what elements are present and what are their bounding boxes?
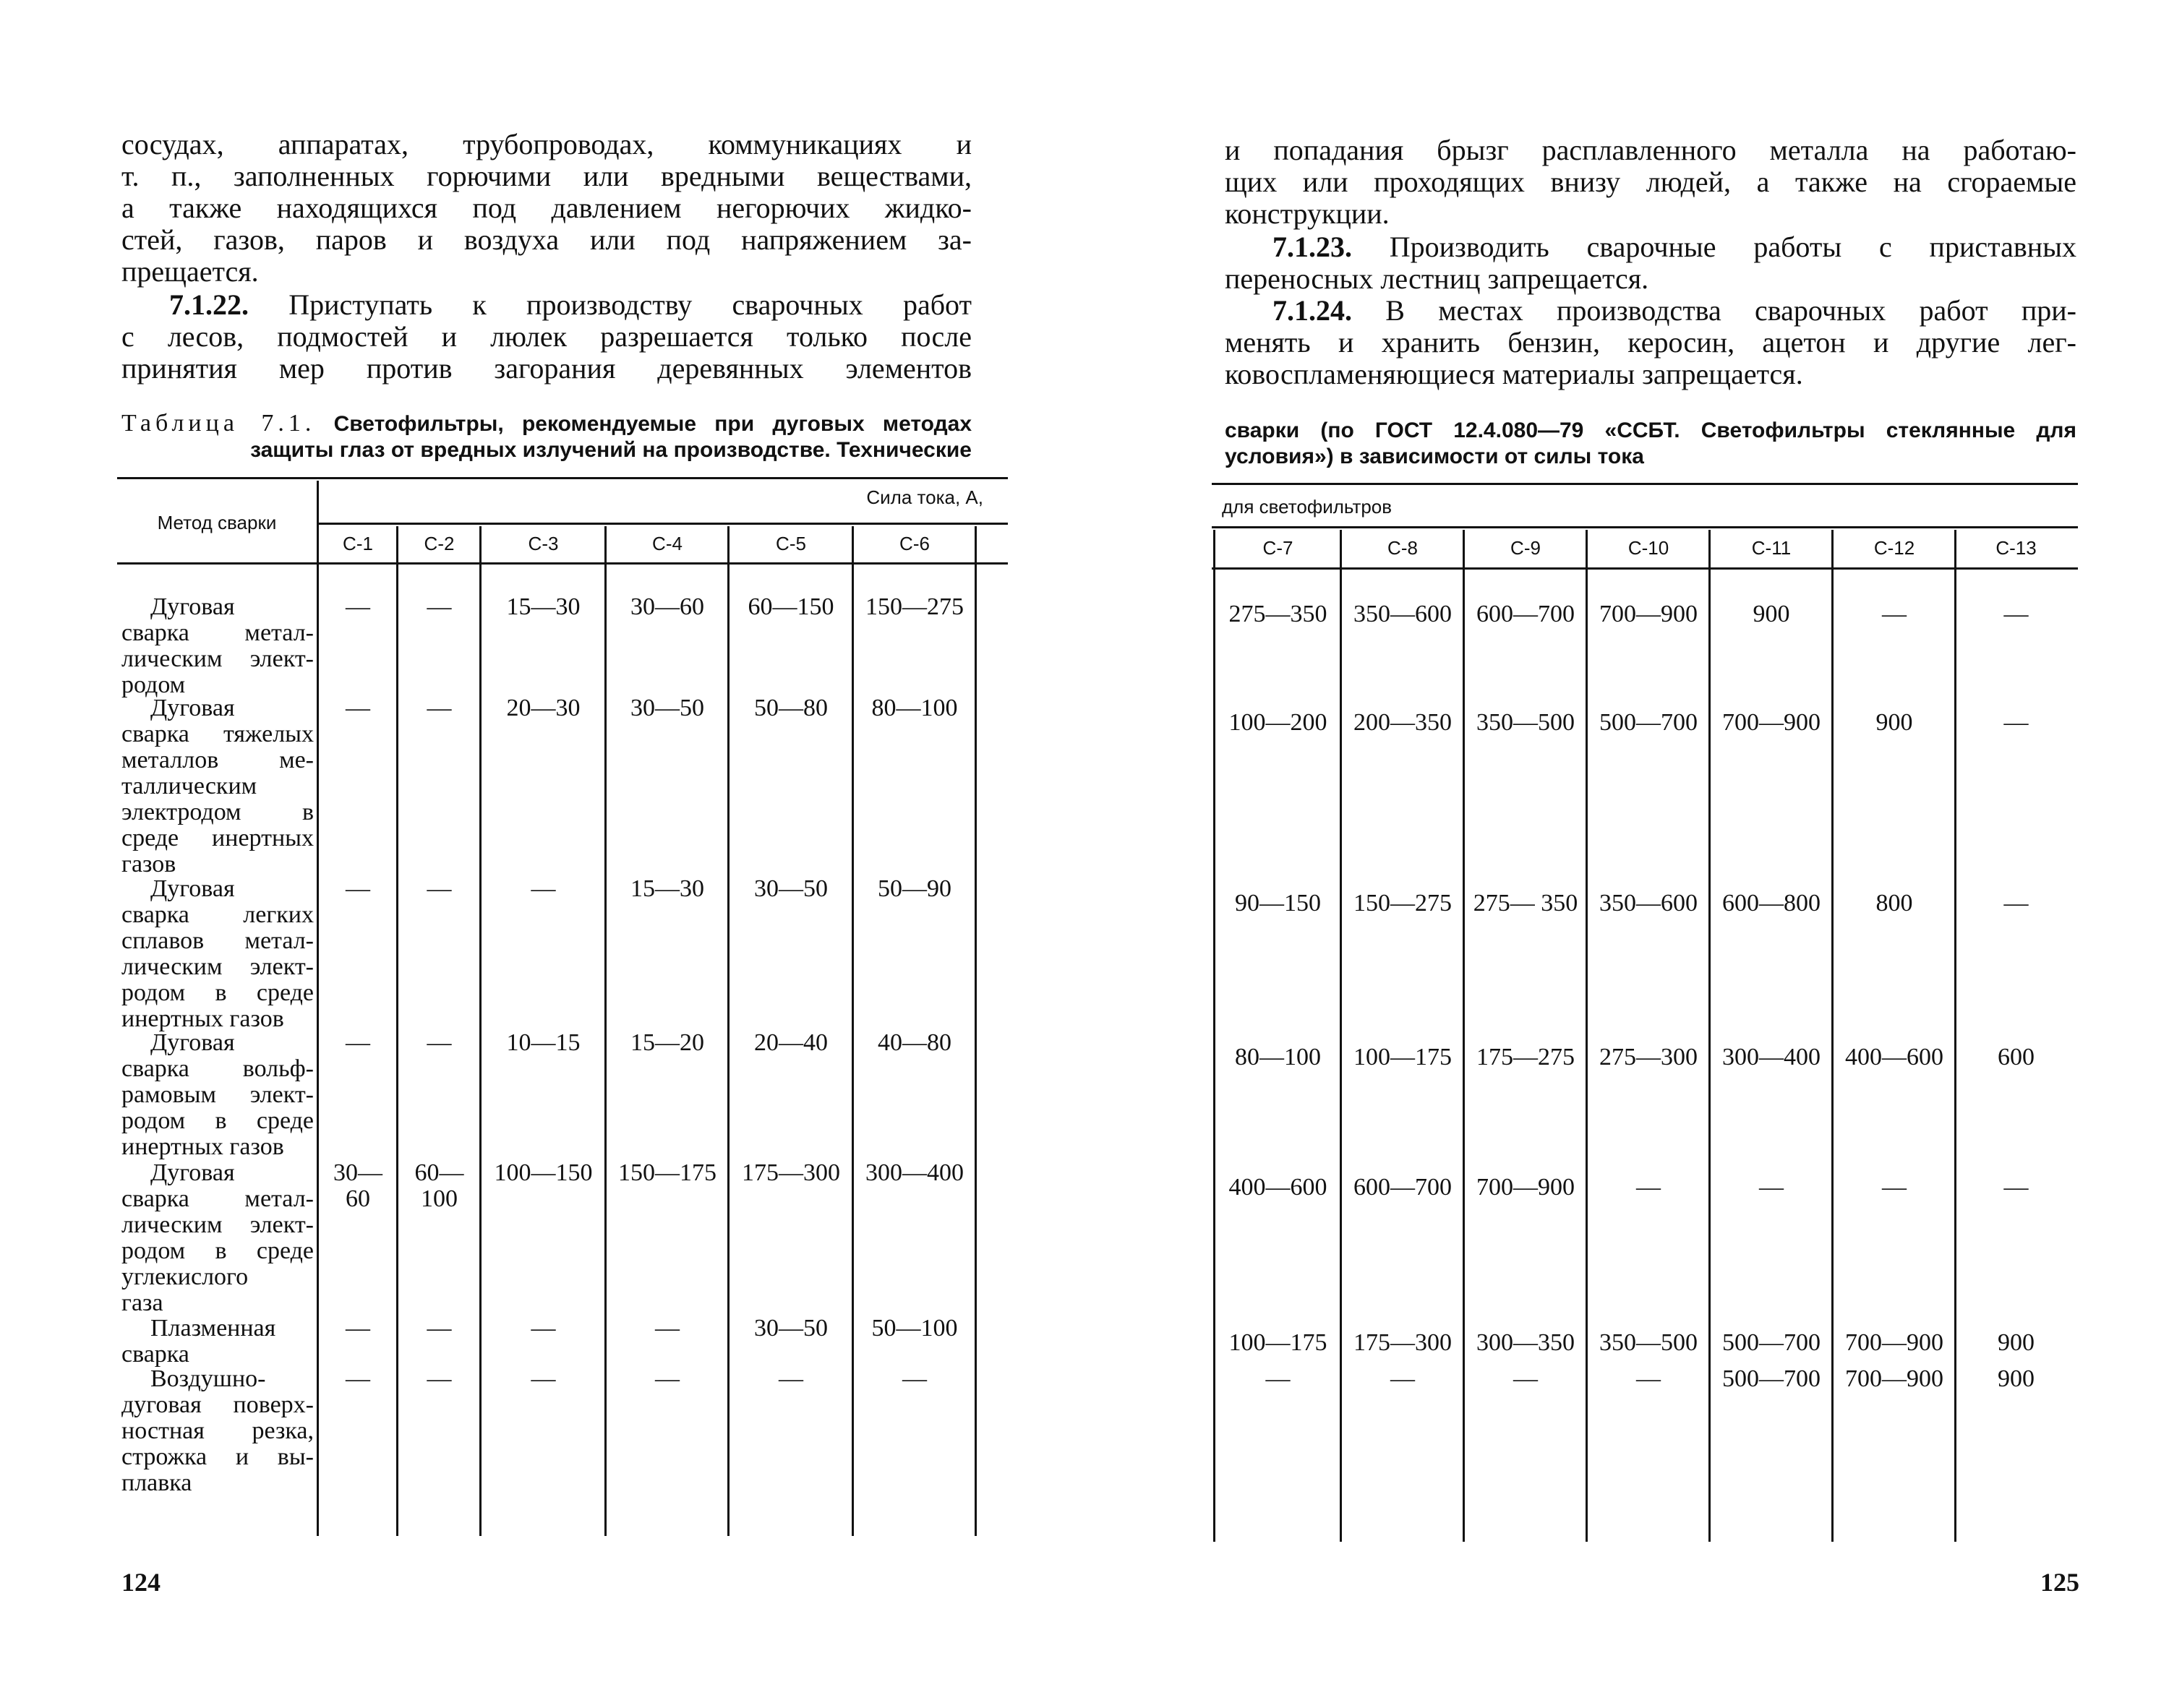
value-cell [606, 1366, 729, 1392]
value-text: 10—15 [506, 1029, 581, 1056]
value-text: — [902, 1365, 927, 1392]
value-cell: 600—800 [1722, 890, 1821, 917]
column-header-С-1: С-1 [343, 533, 373, 554]
value-cell [606, 876, 729, 902]
method-line: сплавов метал- [121, 927, 314, 954]
value-cell: 350—600 [1353, 601, 1452, 627]
value-cell [729, 1366, 853, 1392]
value-cell: 300—400 [1722, 1044, 1821, 1070]
value-cell [398, 1160, 481, 1212]
value-text: 15—20 [630, 1029, 704, 1056]
text-line: 7.1.23. Производить сварочные работы с приставных [1272, 231, 2076, 263]
method-line: Дуговая [150, 1159, 235, 1186]
method-line: сварка тяжелых [121, 721, 314, 747]
value-text: 30— [333, 1159, 382, 1186]
method-cell [121, 1160, 314, 1316]
value-text: 15—30 [630, 875, 704, 902]
column-header-filters: для светофильтров [1222, 496, 1392, 518]
value-cell: 600 [1998, 1044, 2035, 1070]
text-line: сосудах, аппаратах, трубопроводах, коммуникациях и [121, 128, 972, 160]
value-text: — [427, 1315, 452, 1342]
method-line: Плазменная [150, 1315, 276, 1342]
value-text: 80—100 [871, 695, 958, 721]
value-cell: 800 [1875, 890, 1913, 917]
method-line: сварка метал- [121, 619, 314, 646]
method-cell [121, 1366, 314, 1496]
value-cell: 350—500 [1599, 1329, 1698, 1356]
value-cell [481, 695, 606, 721]
value-cell: 700—900 [1845, 1329, 1943, 1356]
method-line: лическим элект- [121, 1211, 314, 1238]
method-line: сварка легких [121, 901, 314, 928]
value-text: — [346, 695, 370, 721]
value-cell: 700—900 [1476, 1174, 1575, 1201]
value-cell [729, 594, 853, 620]
value-cell: — [2003, 601, 2029, 627]
value-cell: — [2003, 890, 2029, 917]
method-line: лическим элект- [121, 953, 314, 980]
value-cell [318, 695, 398, 721]
value-cell: 100—175 [1353, 1044, 1452, 1070]
value-cell [481, 1316, 606, 1342]
value-cell [481, 1366, 606, 1392]
method-line: рамовым элект- [121, 1081, 314, 1108]
value-cell: 275— 350 [1473, 890, 1578, 917]
method-line: электродом в [121, 799, 314, 825]
value-text: 40—80 [878, 1029, 951, 1056]
text-line: и попадания брызг расплавленного металла на работаю- [1225, 134, 2076, 166]
value-cell: — [1759, 1174, 1784, 1201]
value-cell: 350—600 [1599, 890, 1698, 917]
value-cell [729, 695, 853, 721]
value-cell [318, 1316, 398, 1342]
value-text: 30—60 [630, 593, 704, 620]
value-cell [481, 1030, 606, 1056]
value-cell [318, 594, 398, 620]
value-cell: — [1636, 1174, 1661, 1201]
value-text: 60— [414, 1159, 464, 1186]
column-header-С-6: С-6 [899, 533, 930, 554]
clause-number: 7.1.23. [1272, 231, 1352, 263]
value-cell [853, 1030, 976, 1056]
value-cell: 900 [1998, 1365, 2035, 1392]
value-text: — [531, 1365, 556, 1392]
table-caption-continued [1225, 418, 2076, 470]
value-text: 50—80 [754, 695, 828, 721]
method-cell [121, 1316, 314, 1368]
text-line: а также находящихся под давлением негорючих жидко- [121, 192, 972, 224]
text-line: переносных лестниц запрещается. [1225, 262, 1649, 295]
value-text: 30—50 [630, 695, 704, 721]
value-cell [853, 695, 976, 721]
value-cell [398, 695, 481, 721]
value-text: 50—90 [878, 875, 951, 902]
value-cell [606, 1160, 729, 1186]
value-text: — [655, 1315, 680, 1342]
value-cell [853, 594, 976, 620]
header-sub-rule [318, 523, 1008, 525]
value-cell: 175—300 [1353, 1329, 1452, 1356]
value-cell [398, 594, 481, 620]
column-header-С-7: С-7 [1262, 537, 1293, 559]
method-cell [121, 1030, 314, 1160]
method-line: Дуговая [150, 695, 235, 721]
value-cell: 100—175 [1228, 1329, 1327, 1356]
value-cell [853, 1316, 976, 1342]
text-line: менять и хранить бензин, керосин, ацетон и другие лег- [1225, 326, 2076, 359]
value-text: — [427, 875, 452, 902]
value-text: 50—100 [871, 1315, 958, 1342]
text-line: щих или проходящих внизу людей, а также на сгораемые [1225, 166, 2076, 198]
value-cell [318, 1030, 398, 1056]
column-header-С-8: С-8 [1387, 537, 1418, 559]
text-line: стей, газов, паров и воздуха или под напряжением за- [121, 223, 972, 256]
header-sub-rule [1212, 526, 2078, 528]
header-bottom-rule [117, 562, 1008, 565]
paragraph-continued [1225, 134, 2076, 230]
method-line: родом в среде [121, 1237, 314, 1264]
method-line: Воздушно- [150, 1365, 266, 1392]
value-cell: 900 [1998, 1329, 2035, 1356]
value-cell: 300—350 [1476, 1329, 1575, 1356]
value-cell [729, 1316, 853, 1342]
method-line: ностная резка, [121, 1417, 314, 1444]
value-text: 150—275 [865, 593, 964, 620]
value-cell: 200—350 [1353, 709, 1452, 736]
value-text: — [427, 593, 452, 620]
column-header-С-3: С-3 [528, 533, 559, 554]
value-text: 60—150 [748, 593, 834, 620]
column-header-С-9: С-9 [1510, 537, 1541, 559]
value-cell: 500—700 [1722, 1365, 1821, 1392]
value-cell: — [2003, 709, 2029, 736]
value-text: 100—150 [494, 1159, 593, 1186]
text-line: прещается. [121, 255, 259, 288]
value-text: — [779, 1365, 803, 1392]
value-cell: 700—900 [1845, 1365, 1943, 1392]
method-line: металлов ме- [121, 747, 314, 773]
text-line: т. п., заполненных горючими или вредными веществами, [121, 160, 972, 192]
clause-number: 7.1.24. [1272, 294, 1352, 327]
value-text: — [346, 1365, 370, 1392]
text-line: конструкции. [1225, 197, 1390, 230]
value-cell [481, 1160, 606, 1186]
value-text: 20—40 [754, 1029, 828, 1056]
value-text: 15—30 [506, 593, 581, 620]
value-text: — [655, 1365, 680, 1392]
paragraph-7-1-22 [121, 289, 972, 385]
value-cell: 600—700 [1476, 601, 1575, 627]
value-cell [481, 594, 606, 620]
clause-number: 7.1.22. [169, 288, 249, 321]
value-cell: 150—275 [1353, 890, 1452, 917]
value-cell [606, 1030, 729, 1056]
value-cell [318, 1160, 398, 1212]
value-text: — [346, 593, 370, 620]
caption-text: сварки (по ГОСТ 12.4.080—79 «ССБТ. Светофильтры стеклянные для [1225, 419, 2076, 442]
value-text: 150—175 [618, 1159, 716, 1186]
paragraph-7-1-24 [1225, 295, 2076, 390]
method-line: сварка [121, 1341, 189, 1368]
value-cell: 350—500 [1476, 709, 1575, 736]
value-text: 20—30 [506, 695, 581, 721]
column-header-method: Метод сварки [157, 512, 277, 533]
caption-text: защиты глаз от вредных излучений на производстве. Технические [250, 438, 972, 462]
value-cell: 100—200 [1228, 709, 1327, 736]
value-cell: 400—600 [1845, 1044, 1943, 1070]
method-line: родом в среде [121, 979, 314, 1006]
value-cell: 600—700 [1353, 1174, 1452, 1201]
method-line: сварка вольф- [121, 1055, 314, 1082]
value-text: 100 [421, 1185, 458, 1212]
method-line: Дуговая [150, 593, 235, 620]
method-line: родом [121, 671, 186, 698]
value-cell: 80—100 [1235, 1044, 1321, 1070]
value-text: — [427, 1029, 452, 1056]
method-line: Дуговая [150, 1029, 235, 1056]
value-cell: — [1882, 601, 1907, 627]
method-cell [121, 876, 314, 1032]
caption-text: условия») в зависимости от силы тока [1225, 445, 1644, 468]
text-line: с лесов, подмостей и люлек разрешается только после [121, 320, 972, 353]
method-line: инертных газов [121, 1133, 284, 1160]
value-text: — [531, 875, 556, 902]
value-cell [398, 1030, 481, 1056]
column-header-current: Сила тока, А, [866, 486, 983, 508]
value-cell [606, 695, 729, 721]
value-cell [606, 1316, 729, 1342]
value-text: 30—50 [754, 1315, 828, 1342]
value-cell: 175—275 [1476, 1044, 1575, 1070]
value-cell [318, 876, 398, 902]
table-top-rule [117, 477, 1008, 479]
column-header-С-10: С-10 [1627, 537, 1669, 559]
value-cell: 700—900 [1722, 709, 1821, 736]
text-line: 7.1.24. В местах производства сварочных работ при- [1272, 294, 2076, 327]
method-line: Дуговая [150, 875, 235, 902]
method-line: среде инертных [121, 825, 314, 851]
value-cell [481, 876, 606, 902]
caption-text: Светофильтры, рекомендуемые при дуговых методах [333, 412, 972, 436]
value-cell: 275—350 [1228, 601, 1327, 627]
method-cell [121, 695, 314, 877]
value-text: 60 [346, 1185, 370, 1212]
value-cell: 90—150 [1235, 890, 1321, 917]
value-cell: 500—700 [1722, 1329, 1821, 1356]
method-line: сварка метал- [121, 1185, 314, 1212]
value-cell: — [1636, 1365, 1661, 1392]
method-line: инертных газов [121, 1005, 284, 1032]
method-line: лическим элект- [121, 645, 314, 672]
method-line: газов [121, 851, 176, 877]
method-line: углекислого [121, 1263, 249, 1290]
value-text: — [427, 1365, 452, 1392]
column-header-С-5: С-5 [776, 533, 806, 554]
text-line: 7.1.22. Приступать к производству сварочных работ [169, 288, 972, 321]
value-text: 175—300 [742, 1159, 840, 1186]
table-label: Таблица 7.1. [121, 410, 316, 437]
value-cell [398, 1316, 481, 1342]
value-cell: 500—700 [1599, 709, 1698, 736]
value-text: 300—400 [865, 1159, 964, 1186]
method-line: дуговая поверх- [121, 1391, 314, 1418]
value-cell [853, 1160, 976, 1186]
method-line: строжка и вы- [121, 1443, 314, 1470]
column-header-С-11: С-11 [1751, 537, 1792, 559]
value-cell: 400—600 [1228, 1174, 1327, 1201]
text-line: принятия мер против загорания деревянных элементов [121, 352, 972, 385]
value-text: — [346, 1029, 370, 1056]
value-cell: — [2003, 1174, 2029, 1201]
value-cell: 900 [1753, 601, 1790, 627]
column-header-С-12: С-12 [1873, 537, 1915, 559]
value-cell [318, 1366, 398, 1392]
method-cell [121, 594, 314, 698]
value-text: — [427, 695, 452, 721]
value-text: — [346, 875, 370, 902]
value-cell [729, 1030, 853, 1056]
value-cell [853, 1366, 976, 1392]
value-cell [729, 876, 853, 902]
value-cell: — [1513, 1365, 1538, 1392]
column-header-С-4: С-4 [652, 533, 683, 554]
value-text: 30—50 [754, 875, 828, 902]
column-header-С-2: С-2 [424, 533, 455, 554]
value-cell: 275—300 [1599, 1044, 1698, 1070]
paragraph-7-1-23 [1225, 231, 2076, 295]
paragraph-continued [121, 129, 972, 288]
method-line: плавка [121, 1469, 192, 1496]
method-line: таллическим [121, 773, 257, 799]
text-line: ковоспламеняющиеся материалы запрещается. [1225, 358, 1803, 390]
page-number: 125 [2040, 1568, 2079, 1597]
value-text: — [531, 1315, 556, 1342]
method-line: родом в среде [121, 1107, 314, 1134]
value-cell [398, 1366, 481, 1392]
value-text: — [346, 1315, 370, 1342]
value-cell: — [1265, 1365, 1291, 1392]
table-caption [121, 411, 972, 463]
value-cell [853, 876, 976, 902]
table-top-rule [1212, 483, 2078, 485]
page-number: 124 [121, 1568, 161, 1597]
value-cell: 700—900 [1599, 601, 1698, 627]
value-cell: 900 [1875, 709, 1913, 736]
value-cell [606, 594, 729, 620]
value-cell [398, 876, 481, 902]
value-cell: — [1390, 1365, 1415, 1392]
value-cell: — [1882, 1174, 1907, 1201]
method-line: газа [121, 1289, 163, 1316]
value-cell [729, 1160, 853, 1186]
column-header-С-13: С-13 [1995, 537, 2037, 559]
